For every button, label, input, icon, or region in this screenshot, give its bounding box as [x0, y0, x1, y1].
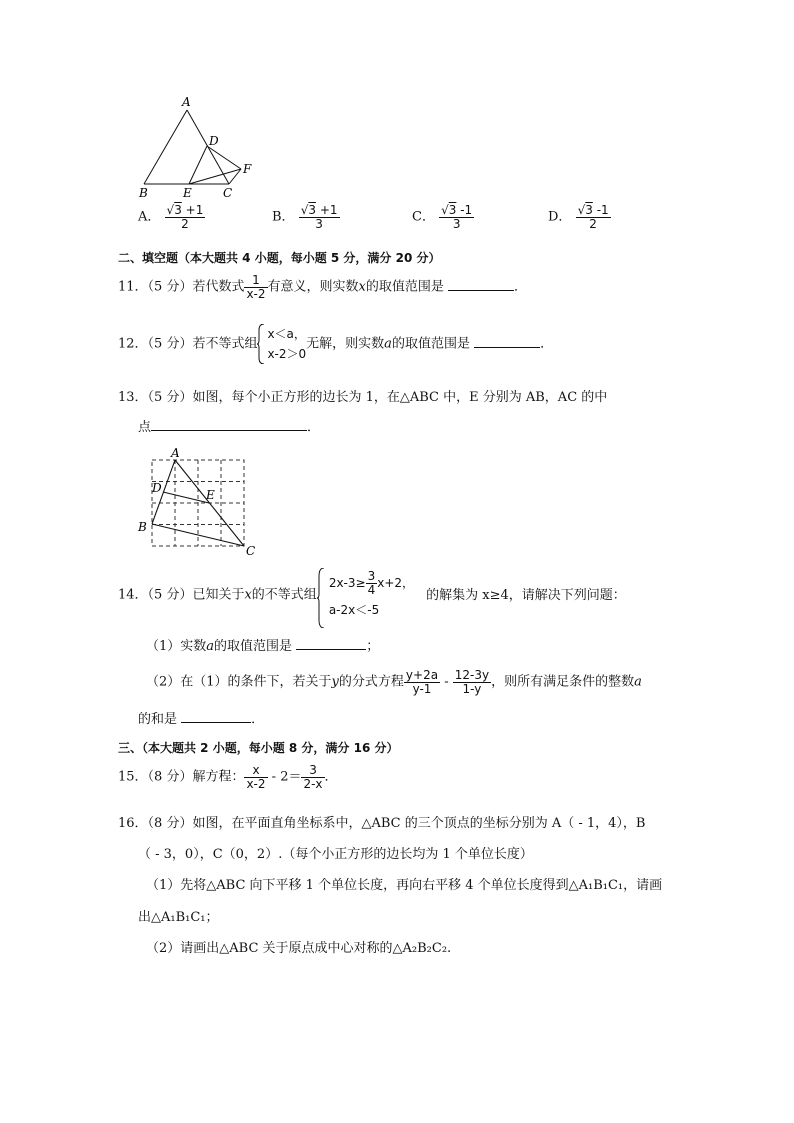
label-e: E	[183, 186, 192, 200]
segment-ab	[144, 110, 187, 184]
question-13-line1: 13．（5 分）如图，每个小正方形的边长为 1，在△ABC 中，E 分别为 AB，AC 的中	[118, 390, 608, 405]
choice-d[interactable]: D． $\frac{√3 -1}{2}$	[548, 203, 609, 231]
question-15: 15．（8 分）解方程： $\frac{x}{x-2}$ - 2＝ $\frac{3}{2-x}$ ．	[118, 763, 338, 791]
segment-ac	[175, 460, 244, 546]
grid-figure	[134, 444, 264, 558]
label-c: C	[246, 544, 256, 558]
question-16-line1: 16．（8 分）如图，在平面直角坐标系中，△ABC 的三个顶点的坐标分别为 A（ - 1，4），B	[118, 816, 646, 831]
answer-blank-12[interactable]	[474, 337, 540, 348]
segment-bc	[152, 524, 244, 546]
question-16-line3: （1）先将△ABC 向下平移 1 个单位长度，再向右平移 4 个单位长度得到△A₁B₁C₁，请画	[146, 878, 663, 893]
label-a: A	[171, 446, 180, 460]
question-14-part2-line2: 的和是 ．	[138, 712, 265, 727]
answer-blank-13[interactable]	[151, 420, 307, 431]
section-3-heading: 三、（本大题共 2 小题，每小题 8 分，满分 16 分）	[118, 741, 399, 755]
choice-letter: A．	[138, 209, 161, 225]
question-14-part1: （1）实数a的取值范围是 ；	[146, 639, 380, 654]
label-d: D	[209, 134, 219, 148]
label-c: C	[223, 186, 233, 200]
answer-blank-14-1[interactable]	[296, 639, 366, 650]
question-13-line2: 点 ．	[138, 420, 321, 435]
triangle-figure	[130, 92, 265, 200]
choice-letter: D．	[548, 209, 572, 225]
label-d: D	[152, 481, 162, 495]
label-f: F	[243, 162, 252, 176]
segment-df	[207, 146, 241, 169]
question-14: 14．（5 分）已知关于x的不等式组 2x-3≥ $\frac{3}{4}$ x+2， a-2x＜-5 的解集为 x≥4，请解决下列问题：	[118, 568, 626, 622]
segment-ef	[189, 169, 241, 184]
choice-a[interactable]: A． $\frac{√3 +1}{2}$	[138, 203, 204, 231]
question-16-line2: （ - 3，0），C（0，2）.（每个小正方形的边长均为 1 个单位长度）	[138, 847, 533, 862]
question-14-part2: （2）在（1）的条件下，若关于y的分式方程 $\frac{y+2a}{y-1}$ - $\frac{12-3y}{1-y}$ ，则所有满足条件的整数a	[146, 668, 642, 696]
section-2-heading: 二、填空题（本大题共 4 小题，每小题 5 分，满分 20 分）	[118, 251, 441, 265]
label-b: B	[139, 186, 148, 200]
label-b: B	[138, 520, 147, 534]
question-11: 11．（5 分）若代数式 $\frac{1}{x-2}$ 有意义，则实数x的取值范围是 ．	[118, 273, 528, 301]
segment-de	[189, 146, 207, 184]
answer-blank-11[interactable]	[448, 280, 514, 291]
choice-b[interactable]: B． $\frac{√3 +1}{3}$	[272, 203, 338, 231]
answer-blank-14-2[interactable]	[181, 712, 251, 723]
question-16-line4: 出△A₁B₁C₁；	[138, 910, 219, 925]
inequality-system: 2x-3≥ $\frac{3}{4}$ x+2， a-2x＜-5	[317, 568, 414, 622]
choice-letter: B．	[272, 209, 295, 225]
choice-c[interactable]: C． $\frac{√3 -1}{3}$	[412, 203, 473, 231]
choice-letter: C．	[412, 209, 435, 225]
inequality-system: x＜a， x-2＞0	[257, 324, 306, 364]
question-16-line5: （2）请画出△ABC 关于原点成中心对称的△A₂B₂C₂.	[146, 941, 452, 956]
question-12: 12．（5 分）若不等式组 x＜a， x-2＞0 无解，则实数a的取值范围是 ．	[118, 324, 553, 364]
label-e: E	[206, 488, 215, 502]
label-a: A	[182, 95, 191, 109]
